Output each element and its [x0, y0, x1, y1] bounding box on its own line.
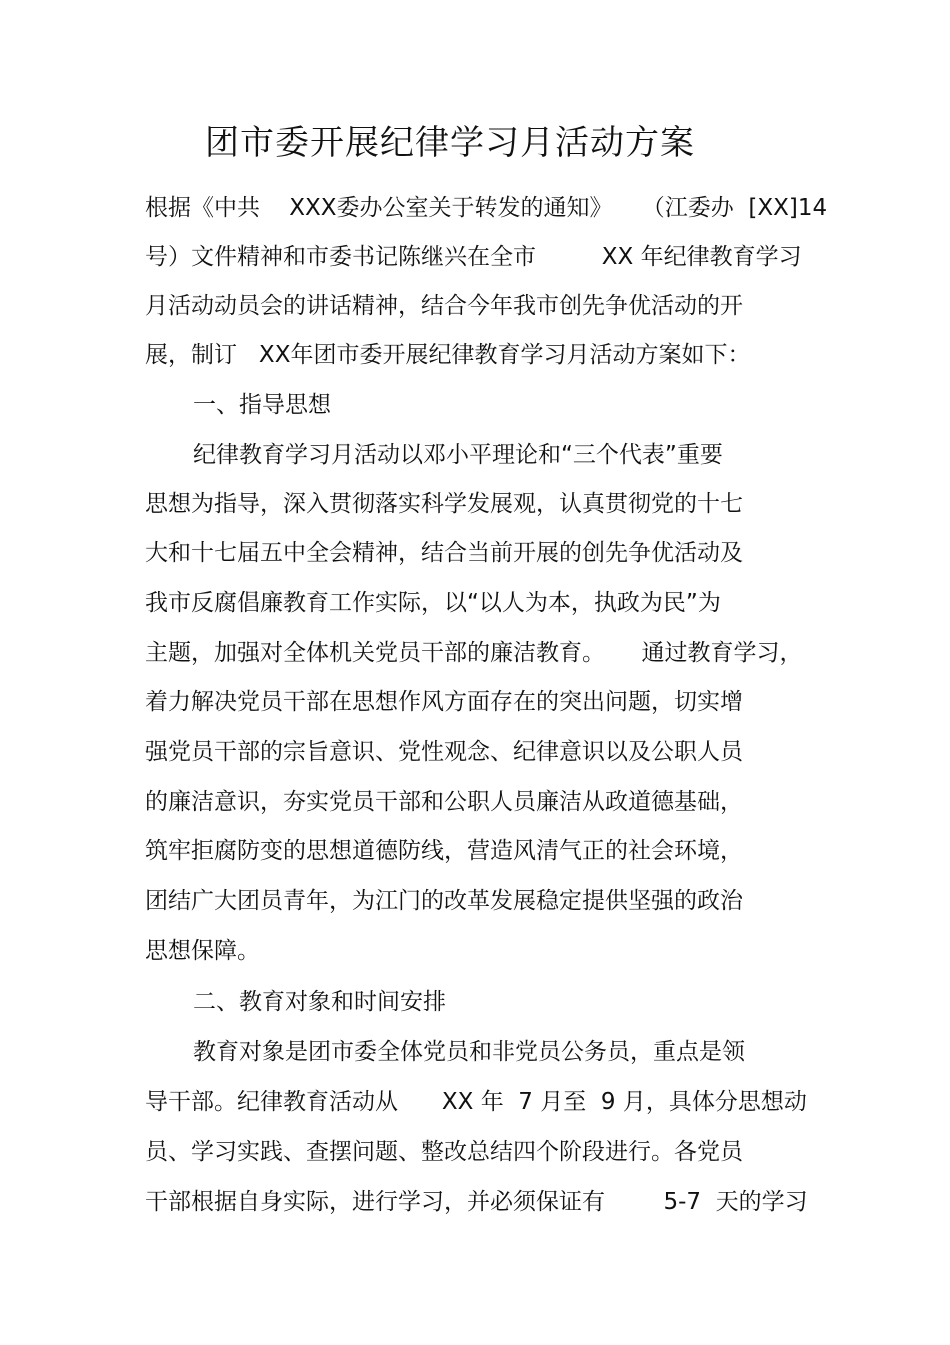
text-line: 教育对象是团市委全体党员和非党员公务员，重点是领 [193, 1039, 745, 1065]
text-line: 号）文件精神和市委书记陈继兴在全市 XX 年纪律教育学习 [145, 244, 802, 270]
text-line: 月活动动员会的讲话精神，结合今年我市创先争优活动的开 [145, 293, 743, 319]
section-heading: 一、指导思想 [193, 392, 331, 418]
text-line: 思想为指导，深入贯彻落实科学发展观，认真贯彻党的十七 [145, 491, 743, 517]
text-line: 员、学习实践、查摆问题、整改总结四个阶段进行。各党员 [145, 1139, 743, 1165]
text-line: 团结广大团员青年，为江门的改革发展稳定提供坚强的政治 [145, 888, 743, 914]
text-line: 我市反腐倡廉教育工作实际，以“以人为本，执政为民”为 [145, 590, 721, 616]
text-line: 的廉洁意识，夯实党员干部和公职人员廉洁从政道德基础， [145, 789, 743, 815]
section-heading: 二、教育对象和时间安排 [193, 989, 446, 1015]
document-title: 团市委开展纪律学习月活动方案 [205, 123, 695, 163]
text-line: 思想保障。 [145, 938, 260, 964]
text-line: 干部根据自身实际，进行学习，并必须保证有 5-7 天的学习 [145, 1189, 808, 1215]
text-line: 根据《中共 XXX委办公室关于转发的通知》 （江委办 [XX]14 [145, 195, 828, 221]
text-line: 强党员干部的宗旨意识、党性观念、纪律意识以及公职人员 [145, 739, 743, 765]
text-line: 筑牢拒腐防变的思想道德防线，营造风清气正的社会环境， [145, 838, 743, 864]
text-line: 展，制订 XX年团市委开展纪律教育学习月活动方案如下： [145, 342, 751, 368]
text-line: 着力解决党员干部在思想作风方面存在的突出问题，切实增 [145, 689, 743, 715]
text-line: 导干部。纪律教育活动从 XX 年 7 月至 9 月，具体分思想动 [145, 1089, 807, 1115]
text-line: 主题，加强对全体机关党员干部的廉洁教育。 通过教育学习， [145, 640, 803, 666]
text-line: 纪律教育学习月活动以邓小平理论和“三个代表”重要 [193, 442, 723, 468]
text-line: 大和十七届五中全会精神，结合当前开展的创先争优活动及 [145, 540, 743, 566]
